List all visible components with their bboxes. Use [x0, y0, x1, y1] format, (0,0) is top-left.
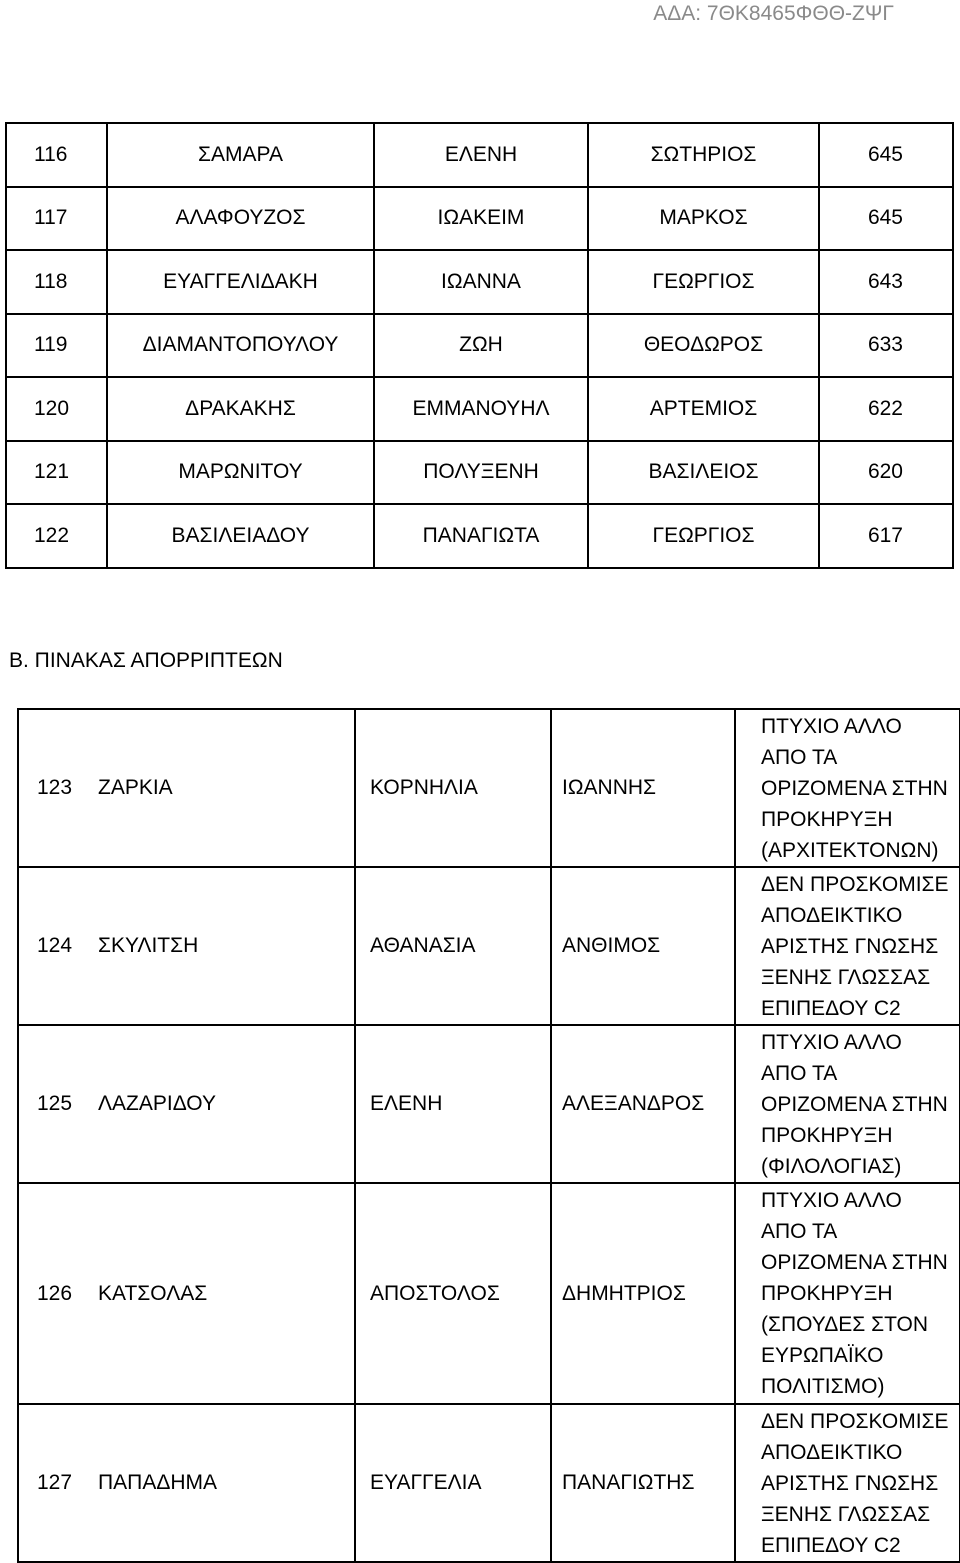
table-row [18, 867, 960, 1025]
row-number: 119 [6, 314, 107, 378]
row-number: 121 [6, 441, 107, 505]
row-number: 122 [6, 504, 107, 568]
surname-cell: ΖΑΡΚΙΑ [96, 709, 355, 867]
first-name-cell: ΑΘΑΝΑΣΙΑ [355, 867, 551, 1025]
row-number: 118 [6, 250, 107, 314]
first-name-cell: ΕΛΕΝΗ [355, 1025, 551, 1183]
rejection-reason-cell: ΔΕΝ ΠΡΟΣΚΟΜΙΣΕ ΑΠΟΔΕΙΚΤΙΚΟ ΑΡΙΣΤΗΣ ΓΝΩΣΗΣ ΞΕΝΗΣ ΓΛΩΣΣΑΣ ΕΠΙΠΕΔΟΥ C2 [735, 1404, 960, 1562]
rejection-reason-cell: ΠΤΥΧΙΟ ΑΛΛΟ ΑΠΟ ΤΑ ΟΡΙΖΟΜΕΝΑ ΣΤΗΝ ΠΡΟΚΗΡΥΞΗ (ΦΙΛΟΛΟΓΙΑΣ) [735, 1025, 960, 1183]
table-row [6, 504, 953, 568]
first-name-cell: ΕΛΕΝΗ [374, 123, 588, 187]
father-name-cell: ΘΕΟΔΩΡΟΣ [588, 314, 819, 378]
first-name-cell: ΕΜΜΑΝΟΥΗΛ [374, 377, 588, 441]
father-name-cell: ΓΕΩΡΓΙΟΣ [588, 250, 819, 314]
table-row [18, 1183, 960, 1404]
score-cell: 645 [819, 123, 953, 187]
father-name-cell: ΔΗΜΗΤΡΙΟΣ [551, 1183, 735, 1404]
father-name-cell: ΠΑΝΑΓΙΩΤΗΣ [551, 1404, 735, 1562]
score-cell: 645 [819, 187, 953, 251]
surname-cell: ΛΑΖΑΡΙΔΟΥ [96, 1025, 355, 1183]
father-name-cell: ΓΕΩΡΓΙΟΣ [588, 504, 819, 568]
father-name-cell: ΙΩΑΝΝΗΣ [551, 709, 735, 867]
surname-cell: ΣΚΥΛΙΤΣΗ [96, 867, 355, 1025]
table-row [6, 123, 953, 187]
row-number: 126 [18, 1183, 96, 1404]
surname-cell: ΣΑΜΑΡΑ [107, 123, 374, 187]
successful-candidates-table [5, 122, 954, 569]
first-name-cell: ΠΟΛΥΞΕΝΗ [374, 441, 588, 505]
surname-cell: ΒΑΣΙΛΕΙΑΔΟΥ [107, 504, 374, 568]
table-row [18, 709, 960, 867]
surname-cell: ΕΥΑΓΓΕΛΙΔΑΚΗ [107, 250, 374, 314]
row-number: 120 [6, 377, 107, 441]
score-cell: 622 [819, 377, 953, 441]
table-row [18, 1404, 960, 1562]
first-name-cell: ΑΠΟΣΤΟΛΟΣ [355, 1183, 551, 1404]
surname-cell: ΑΛΑΦΟΥΖΟΣ [107, 187, 374, 251]
rejected-section-title: Β. ΠΙΝΑΚΑΣ ΑΠΟΡΡΙΠΤΕΩΝ [9, 649, 283, 672]
first-name-cell: ΕΥΑΓΓΕΛΙΑ [355, 1404, 551, 1562]
surname-cell: ΔΙΑΜΑΝΤΟΠΟΥΛΟΥ [107, 314, 374, 378]
father-name-cell: ΑΝΘΙΜΟΣ [551, 867, 735, 1025]
table-row [6, 441, 953, 505]
first-name-cell: ΙΩΑΚΕΙΜ [374, 187, 588, 251]
table-row [6, 314, 953, 378]
ada-code: ΑΔΑ: 7ΘΚ8465ΦΘΘ-ΖΨΓ [653, 2, 894, 25]
first-name-cell: ΙΩΑΝΝΑ [374, 250, 588, 314]
father-name-cell: ΒΑΣΙΛΕΙΟΣ [588, 441, 819, 505]
father-name-cell: ΜΑΡΚΟΣ [588, 187, 819, 251]
score-cell: 643 [819, 250, 953, 314]
row-number: 125 [18, 1025, 96, 1183]
row-number: 124 [18, 867, 96, 1025]
row-number: 117 [6, 187, 107, 251]
score-cell: 620 [819, 441, 953, 505]
surname-cell: ΔΡΑΚΑΚΗΣ [107, 377, 374, 441]
row-number: 123 [18, 709, 96, 867]
first-name-cell: ΚΟΡΝΗΛΙΑ [355, 709, 551, 867]
surname-cell: ΠΑΠΑΔΗΜΑ [96, 1404, 355, 1562]
first-name-cell: ΠΑΝΑΓΙΩΤΑ [374, 504, 588, 568]
father-name-cell: ΑΡΤΕΜΙΟΣ [588, 377, 819, 441]
table-row [6, 250, 953, 314]
rejection-reason-cell: ΠΤΥΧΙΟ ΑΛΛΟ ΑΠΟ ΤΑ ΟΡΙΖΟΜΕΝΑ ΣΤΗΝ ΠΡΟΚΗΡΥΞΗ (ΣΠΟΥΔΕΣ ΣΤΟΝ ΕΥΡΩΠΑΪΚΟ ΠΟΛΙΤΙΣΜΟ) [735, 1183, 960, 1404]
table-row [18, 1025, 960, 1183]
father-name-cell: ΑΛΕΞΑΝΔΡΟΣ [551, 1025, 735, 1183]
table-row [6, 377, 953, 441]
father-name-cell: ΣΩΤΗΡΙΟΣ [588, 123, 819, 187]
surname-cell: ΚΑΤΣΟΛΑΣ [96, 1183, 355, 1404]
score-cell: 617 [819, 504, 953, 568]
rejection-reason-cell: ΔΕΝ ΠΡΟΣΚΟΜΙΣΕ ΑΠΟΔΕΙΚΤΙΚΟ ΑΡΙΣΤΗΣ ΓΝΩΣΗΣ ΞΕΝΗΣ ΓΛΩΣΣΑΣ ΕΠΙΠΕΔΟΥ C2 [735, 867, 960, 1025]
rejection-reason-cell: ΠΤΥΧΙΟ ΑΛΛΟ ΑΠΟ ΤΑ ΟΡΙΖΟΜΕΝΑ ΣΤΗΝ ΠΡΟΚΗΡΥΞΗ (ΑΡΧΙΤΕΚΤΟΝΩΝ) [735, 709, 960, 867]
rejected-candidates-table [17, 708, 960, 1563]
score-cell: 633 [819, 314, 953, 378]
row-number: 127 [18, 1404, 96, 1562]
table-row [6, 187, 953, 251]
row-number: 116 [6, 123, 107, 187]
surname-cell: ΜΑΡΩΝΙΤΟΥ [107, 441, 374, 505]
first-name-cell: ΖΩΗ [374, 314, 588, 378]
